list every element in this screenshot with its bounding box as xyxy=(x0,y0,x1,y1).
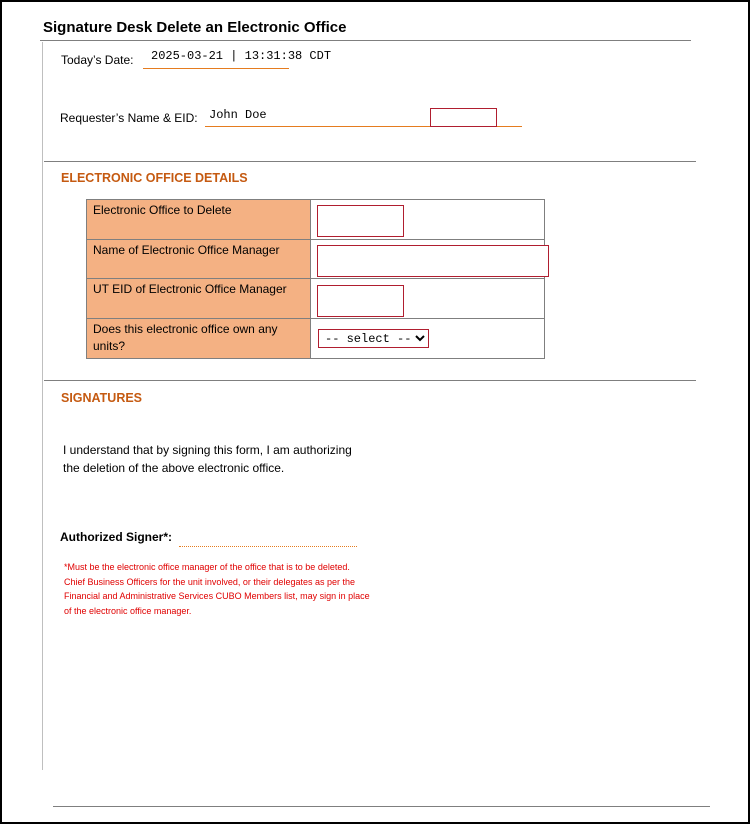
table-row xyxy=(87,200,545,240)
title-rule xyxy=(40,40,691,41)
owns-units-select[interactable] xyxy=(318,329,429,348)
office-to-delete-label: Electronic Office to Delete xyxy=(87,200,311,240)
form-title: Signature Desk Delete an Electronic Office xyxy=(43,19,347,36)
notice-line: of the electronic office manager. xyxy=(64,605,192,616)
signature-line[interactable] xyxy=(179,546,357,547)
requester-label: Requester’s Name & EID: xyxy=(60,111,198,125)
date-label: Today’s Date: xyxy=(61,53,134,67)
notice-line: Chief Business Officers for the unit involved, or their delegates as per the xyxy=(64,576,355,587)
office-to-delete-cell xyxy=(311,200,545,240)
section-rule-1 xyxy=(44,161,696,162)
manager-name-cell xyxy=(311,240,545,279)
owns-units-cell xyxy=(311,319,545,359)
manager-eid-cell xyxy=(311,279,545,319)
requester-name-input[interactable]: John Doe xyxy=(209,108,267,122)
statement-line: I understand that by signing this form, I am authorizing xyxy=(63,443,352,457)
table-row xyxy=(87,279,545,319)
details-heading: ELECTRONIC OFFICE DETAILS xyxy=(61,171,248,185)
date-value: 2025-03-21 | 13:31:38 CDT xyxy=(151,49,332,63)
table-row xyxy=(87,240,545,279)
requester-eid-input[interactable] xyxy=(430,108,497,127)
manager-name-label: Name of Electronic Office Manager xyxy=(87,240,311,279)
signer-notice xyxy=(64,560,370,618)
date-underline xyxy=(143,68,289,69)
section-rule-2 xyxy=(44,380,696,381)
left-margin-line xyxy=(42,42,43,770)
authorized-signer-label: Authorized Signer*: xyxy=(60,530,173,544)
manager-eid-input[interactable] xyxy=(317,285,404,317)
notice-line: *Must be the electronic office manager of the office that is to be deleted. xyxy=(64,562,350,572)
manager-eid-label: UT EID of Electronic Office Manager xyxy=(87,279,311,319)
office-to-delete-input[interactable] xyxy=(317,205,404,237)
details-table xyxy=(86,199,545,359)
owns-units-label: Does this electronic office own any units? xyxy=(87,319,311,359)
table-row xyxy=(87,319,545,359)
statement-line: the deletion of the above electronic office. xyxy=(63,461,285,475)
footer-rule xyxy=(53,806,710,807)
authorization-statement xyxy=(63,441,352,477)
notice-line: Financial and Administrative Services CUBO Members list, may sign in place xyxy=(64,591,370,601)
signatures-heading: SIGNATURES xyxy=(61,391,143,405)
manager-name-input[interactable] xyxy=(317,245,549,277)
